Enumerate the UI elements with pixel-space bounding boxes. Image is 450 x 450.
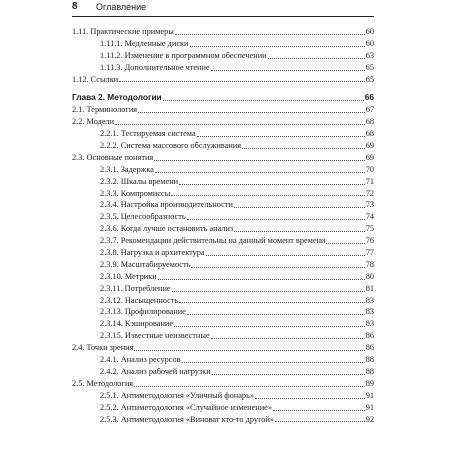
toc-entry-label: 2.3.4. Настройка производительности (100, 200, 233, 210)
toc-entry-label: 2.5.1. Антиметодология «Уличный фонарь» (100, 390, 254, 400)
toc-entry-label: 2.3.3. Компромиссы (100, 188, 171, 198)
toc-entry-label: 2.1. Терминология (72, 105, 138, 115)
toc-entry (72, 211, 374, 223)
toc-entry-label: 1.11.2. Изменение в программном обеспечении (100, 50, 267, 60)
running-head: Оглавление (96, 2, 147, 12)
toc-entry-page: 88 (365, 366, 374, 376)
toc-entry-page: 83 (365, 319, 374, 329)
toc-entry-label: 2.3.6. Когда лучше остановить анализ (100, 224, 234, 234)
dot-leader (163, 92, 364, 101)
toc-entry-label: 2.5.2. Антиметодология «Случайное изменение» (100, 402, 272, 412)
toc-entry-label: 2.3.9. Масштабируемость (100, 259, 191, 269)
toc-entry-label: 2.3.13. Профилирование (100, 307, 186, 317)
dot-leader (187, 306, 365, 315)
toc-entry-page: 86 (365, 331, 374, 341)
toc-entry-page: 66 (364, 92, 374, 103)
toc-entry-label: 2.3.11. Потребление (100, 283, 171, 293)
toc-entry (72, 259, 374, 271)
dot-leader (268, 50, 365, 59)
toc-entry-label: 2.2. Модели (72, 117, 115, 127)
toc-entry (72, 176, 374, 188)
toc-entry (72, 164, 374, 176)
toc-entry-page: 72 (365, 188, 374, 198)
toc-entry-page: 81 (365, 283, 374, 293)
toc-entry-page: 71 (365, 176, 374, 186)
dot-leader (206, 247, 365, 256)
toc-entry (72, 295, 374, 307)
toc-entry-label: 2.3. Основные понятия (72, 152, 154, 162)
toc-entry-label: 2.4. Точки зрения (72, 343, 134, 353)
toc-entry-label: 2.4.1. Анализ ресурсов (100, 355, 181, 365)
toc-entry-label: 2.3.8. Нагрузка и архитектура (100, 248, 205, 258)
dot-leader (172, 283, 365, 292)
toc-entry-page: 75 (365, 224, 374, 234)
toc-entry (72, 152, 374, 164)
toc-entry (72, 366, 374, 378)
toc-entry-page: 65 (365, 62, 374, 72)
dot-leader (174, 318, 365, 327)
toc-entry-page: 60 (365, 38, 374, 48)
dot-leader (187, 211, 365, 220)
toc-entry-page: 91 (365, 390, 374, 400)
toc-chapter-entry (72, 92, 374, 104)
toc-entry (72, 342, 374, 354)
dot-leader (190, 38, 365, 47)
dot-leader (211, 62, 365, 71)
toc-entry-page: 65 (365, 74, 374, 84)
toc-entry-label: 1.11.1. Медленные диски (100, 38, 189, 48)
toc-entry-page: 68 (365, 129, 374, 139)
toc-entry (72, 247, 374, 259)
toc-entry (72, 26, 374, 38)
dot-leader (134, 342, 364, 351)
dot-leader (182, 354, 365, 363)
toc-entry (72, 414, 374, 426)
dot-leader (138, 104, 365, 113)
toc-entry (72, 50, 374, 62)
toc-entry (72, 306, 374, 318)
toc-entry-label: 2.3.14. Кэширование (100, 319, 174, 329)
toc-entry-label: 2.3.5. Целесообразность (100, 212, 186, 222)
dot-leader (234, 199, 365, 208)
toc-entry (72, 402, 374, 414)
dot-leader (119, 73, 365, 82)
toc-entry-label: 2.3.1. Задержка (100, 164, 154, 174)
toc-entry-page: 83 (365, 307, 374, 317)
toc-entry (72, 62, 374, 74)
toc-entry-label: 1.11. Практические примеры (72, 27, 174, 36)
toc-entry (72, 354, 374, 366)
toc-entry (72, 223, 374, 235)
toc-entry-label: 2.3.12. Насыщенность (100, 295, 179, 305)
page-number: 8 (72, 1, 78, 12)
toc-entry-page: 73 (365, 200, 374, 210)
toc-entry-label: 2.3.2. Шкалы времени (100, 176, 179, 186)
toc-entry-label: 1.11.3. Дополнительное чтение (100, 62, 210, 72)
toc-entry-page: 78 (365, 259, 374, 269)
dot-leader (179, 176, 365, 185)
toc-entry (72, 74, 374, 86)
dot-leader (179, 294, 364, 303)
toc-entry (72, 271, 374, 283)
toc-entry-label: 1.12. Ссылки (72, 74, 119, 84)
toc-entry (72, 116, 374, 128)
toc-entry-page: 83 (365, 295, 374, 305)
toc-entry (72, 199, 374, 211)
toc-entry-label: 2.5. Методология (72, 378, 134, 388)
toc-entry-page: 69 (365, 152, 374, 162)
toc-entry-page: 91 (365, 402, 374, 412)
dot-leader (171, 187, 364, 196)
toc-entry-label: 2.3.15. Известные неизвестные (100, 331, 210, 341)
dot-leader (255, 390, 365, 399)
toc-entry-page: 67 (365, 105, 374, 115)
dot-leader (191, 259, 364, 268)
toc-entry-page: 60 (365, 27, 374, 36)
toc-entry-page: 63 (365, 50, 374, 60)
toc-entry-label: Глава 2. Методологии (72, 92, 162, 103)
toc-entry-label: 2.5.3. Антиметодология «Виноват кто-то другой» (100, 414, 274, 424)
toc-entry-page: 74 (365, 212, 374, 222)
toc-entry (72, 104, 374, 116)
dot-leader (242, 140, 365, 149)
dot-leader (158, 271, 365, 280)
dot-leader (212, 366, 365, 375)
toc-entry (72, 188, 374, 200)
toc-entry (72, 140, 374, 152)
toc-entry (72, 235, 374, 247)
dot-leader (197, 128, 365, 137)
dot-leader (115, 116, 365, 125)
toc-entry-label: 2.2.1. Тестируемая система (100, 129, 196, 139)
toc-entry-page: 77 (365, 248, 374, 258)
toc-entry-page: 68 (365, 117, 374, 127)
toc-entry (72, 390, 374, 402)
toc-entry-page: 70 (365, 164, 374, 174)
dot-leader (326, 235, 364, 244)
dot-leader (134, 378, 365, 387)
toc-entry (72, 330, 374, 342)
toc-entry-page: 80 (365, 271, 374, 281)
dot-leader (175, 26, 365, 35)
dot-leader (234, 223, 365, 232)
table-of-contents (72, 26, 374, 425)
dot-leader (275, 413, 365, 422)
toc-entry-page: 76 (365, 236, 374, 246)
toc-entry (72, 318, 374, 330)
toc-entry (72, 283, 374, 295)
dot-leader (211, 330, 365, 339)
dot-leader (155, 164, 365, 173)
toc-entry-label: 2.3.7. Рекомендации действительны на данный момент времени (100, 236, 326, 246)
dot-leader (154, 152, 365, 161)
toc-entry-page: 86 (365, 343, 374, 353)
page-header (72, 0, 374, 17)
toc-entry (72, 38, 374, 50)
toc-entry-page: 69 (365, 141, 374, 151)
toc-entry-page: 92 (365, 414, 374, 424)
toc-entry-page: 89 (365, 378, 374, 388)
toc-entry (72, 378, 374, 390)
toc-entry-label: 2.4.2. Анализ рабочей нагрузки (100, 366, 211, 376)
toc-entry-label: 2.2.2. Система массового обслуживания (100, 141, 242, 151)
toc-entry-label: 2.3.10. Метрики (100, 271, 157, 281)
dot-leader (273, 402, 365, 411)
toc-entry-page: 88 (365, 355, 374, 365)
toc-entry (72, 128, 374, 140)
